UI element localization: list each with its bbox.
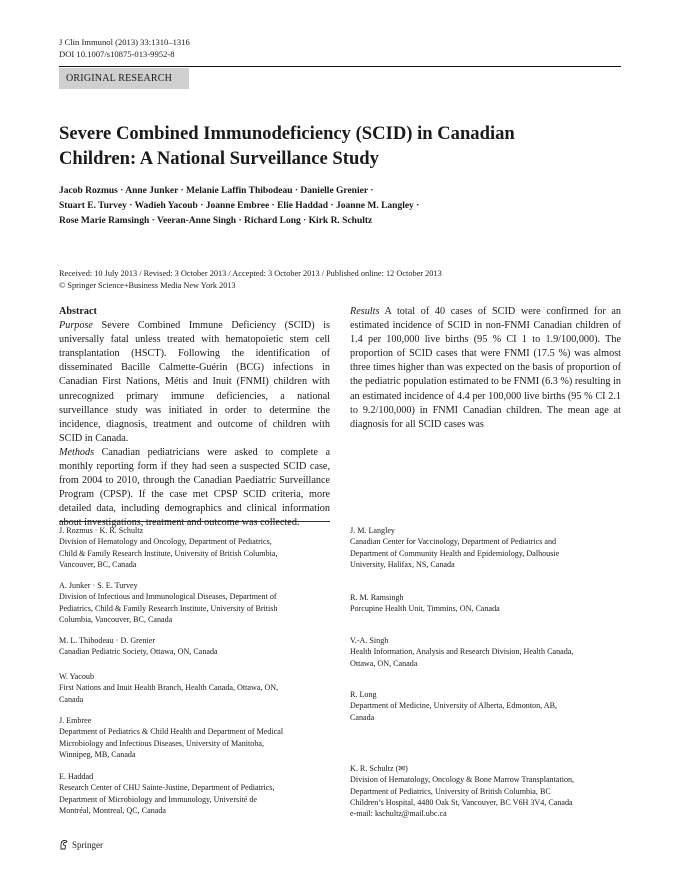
- affiliation-block: [59, 580, 334, 625]
- abstract-purpose: [59, 319, 330, 446]
- affiliation-line: Montréal, Montreal, QC, Canada: [59, 805, 166, 815]
- email-line[interactable]: e-mail: kschultz@mail.ubc.ca: [350, 809, 447, 819]
- affiliation-names: K. R. Schultz (✉): [350, 764, 408, 773]
- affiliation-line: Research Center of CHU Sainte-Justine, Department of Pediatrics,: [59, 783, 275, 793]
- affiliation-line: Vancouver, BC, Canada: [59, 559, 137, 569]
- affiliation-block: [350, 525, 625, 570]
- doi: DOI 10.1007/s10875-013-9952-8: [59, 49, 175, 59]
- purpose-text: Severe Combined Immune Deficiency (SCID) is universally fatal unless treated with hematopoietic stem cell transplantation (HSCT). Following the identification of disseminated Bacille Calmette-Guérin (BCG) infections in Canadian First Nations, Métis and Inuit (FNMI) children with unrecognized primary immune deficiencies, a national surveillance study was initiated in order to determine the incidence, diagnosis, treatment and outcome of children with SCID in Canada.: [59, 320, 330, 444]
- affiliation-names: J. M. Langley: [350, 526, 395, 535]
- affiliation-block: [350, 689, 625, 723]
- author-line: Rose Marie Ramsingh · Veeran-Anne Singh · Richard Long · Kirk R. Schultz: [59, 216, 373, 226]
- affiliation-names: V.-A. Singh: [350, 636, 389, 645]
- journal-header: [59, 36, 190, 60]
- affiliation-line: Health Information, Analysis and Research Division, Health Canada,: [350, 647, 574, 657]
- affiliation-block: [350, 635, 625, 669]
- affiliation-line: Pediatrics, Child & Family Research Institute, University of British: [59, 603, 278, 613]
- abstract-results: [350, 305, 621, 432]
- abstract-heading: Abstract: [59, 306, 97, 317]
- affiliation-names: J. Embree: [59, 716, 92, 725]
- affiliation-block: [350, 763, 625, 819]
- methods-label: Methods: [59, 446, 95, 458]
- affiliation-line: Department of Community Health and Epidemiology, Dalhousie: [350, 548, 560, 558]
- affiliation-line: Department of Pediatrics & Child Health and Department of Medical: [59, 727, 284, 737]
- affiliation-names: M. L. Thibodeau · D. Grenier: [59, 636, 156, 645]
- affiliation-line: Canada: [350, 712, 375, 722]
- article-title: [59, 121, 619, 171]
- affiliation-names: J. Rozmus · K. R. Schultz: [59, 526, 144, 535]
- affiliation-line: Columbia, Vancouver, BC, Canada: [59, 614, 173, 624]
- affiliation-line: Microbiology and Infectious Diseases, University of Manitoba,: [59, 738, 264, 748]
- affiliation-line: Ottawa, ON, Canada: [350, 658, 418, 668]
- affiliation-names: R. M. Ramsingh: [350, 593, 404, 602]
- publication-dates: [59, 268, 442, 291]
- author-list: [59, 184, 559, 229]
- affiliation-line: Department of Pediatrics, University of British Columbia, BC: [350, 786, 551, 796]
- springer-horse-icon: [59, 839, 69, 850]
- affiliation-block: [59, 771, 334, 816]
- affiliation-block: [59, 635, 334, 658]
- abstract-column-right: [350, 305, 621, 432]
- purpose-label: Purpose: [59, 320, 93, 332]
- affiliation-line: Department of Microbiology and Immunology, Université de: [59, 794, 257, 804]
- results-text: A total of 40 cases of SCID were confirmed for an estimated incidence of SCID in non-FNMI Canadian children of 1.4 per 100,000 live births (95 % CI 1 to 1.9/100,000). The proportion of SCID cases that were FNMI (17.5 %) was almost three times higher than was expected on the basis of proportion of the pediatric population estimated to be FNMI (6.3 %) resulting in an estimated incidence of 4.4 per 100,000 live births (95 % CI 2.1 to 9.2/100,000) in FNMI Canadian children. The mean age at diagnosis for all SCID cases was: [350, 306, 621, 430]
- affiliation-line: First Nations and Inuit Health Branch, Health Canada, Ottawa, ON,: [59, 683, 279, 693]
- history-dates: Received: 10 July 2013 / Revised: 3 October 2013 / Accepted: 3 October 2013 / Published online: 12 October 2013: [59, 269, 442, 278]
- abstract-methods: [59, 446, 330, 531]
- affiliation-line: Division of Infectious and Immunological Diseases, Department of: [59, 592, 277, 602]
- affiliation-names: W. Yacoub: [59, 672, 95, 681]
- journal-citation: J Clin Immunol (2013) 33:1310–1316: [59, 37, 190, 47]
- affiliation-line: Porcupine Health Unit, Timmins, ON, Canada: [350, 604, 500, 614]
- affiliations-rule: [59, 521, 330, 522]
- author-line: Jacob Rozmus · Anne Junker · Melanie Laffin Thibodeau · Danielle Grenier ·: [59, 186, 374, 196]
- affiliation-block: [59, 715, 334, 760]
- author-line: Stuart E. Turvey · Wadieh Yacoub · Joanne Embree · Elie Haddad · Joanne M. Langley ·: [59, 201, 420, 211]
- article-type-badge: ORIGINAL RESEARCH: [59, 68, 189, 89]
- title-line: Severe Combined Immunodeficiency (SCID) in Canadian: [59, 123, 515, 144]
- affiliation-block: [59, 525, 334, 570]
- affiliation-line: Winnipeg, MB, Canada: [59, 749, 136, 759]
- affiliation-line: Canadian Pediatric Society, Ottawa, ON, Canada: [59, 647, 218, 657]
- results-label: Results: [350, 306, 380, 317]
- header-rule: [59, 66, 621, 67]
- affiliation-line: University, Halifax, NS, Canada: [350, 559, 455, 569]
- copyright: © Springer Science+Business Media New York 2013: [59, 280, 236, 290]
- affiliation-line: Division of Hematology and Oncology, Department of Pediatrics,: [59, 537, 272, 547]
- affiliation-line: Canada: [59, 694, 84, 704]
- affiliation-line: Child & Family Research Institute, University of British Columbia,: [59, 548, 278, 558]
- affiliation-names: E. Haddad: [59, 772, 94, 781]
- affiliation-line: Children’s Hospital, 4480 Oak St, Vancouver, BC V6H 3V4, Canada: [350, 797, 573, 807]
- affiliation-names: A. Junker · S. E. Turvey: [59, 581, 138, 590]
- publisher-footer: [59, 839, 103, 850]
- affiliation-block: [59, 671, 334, 705]
- title-line: Children: A National Surveillance Study: [59, 148, 379, 169]
- affiliation-names: R. Long: [350, 690, 377, 699]
- affiliation-line: Canadian Center for Vaccinology, Department of Pediatrics and: [350, 537, 557, 547]
- publisher-name: Springer: [72, 839, 103, 850]
- affiliation-block: [350, 592, 625, 615]
- affiliation-line: Division of Hematology, Oncology & Bone Marrow Transplantation,: [350, 775, 575, 785]
- abstract-column-left: [59, 305, 330, 531]
- affiliation-line: Department of Medicine, University of Alberta, Edmonton, AB,: [350, 701, 558, 711]
- methods-text: Canadian pediatricians were asked to complete a monthly reporting form if they had seen a suspected SCID case, from 2004 to 2010, through the Canadian Paediatric Surveillance Program (CPSP). If the case met CPSP SCID criteria, more detailed data, including demographics and clinical information about investigations, treatment and outcome was collected.: [59, 446, 330, 529]
